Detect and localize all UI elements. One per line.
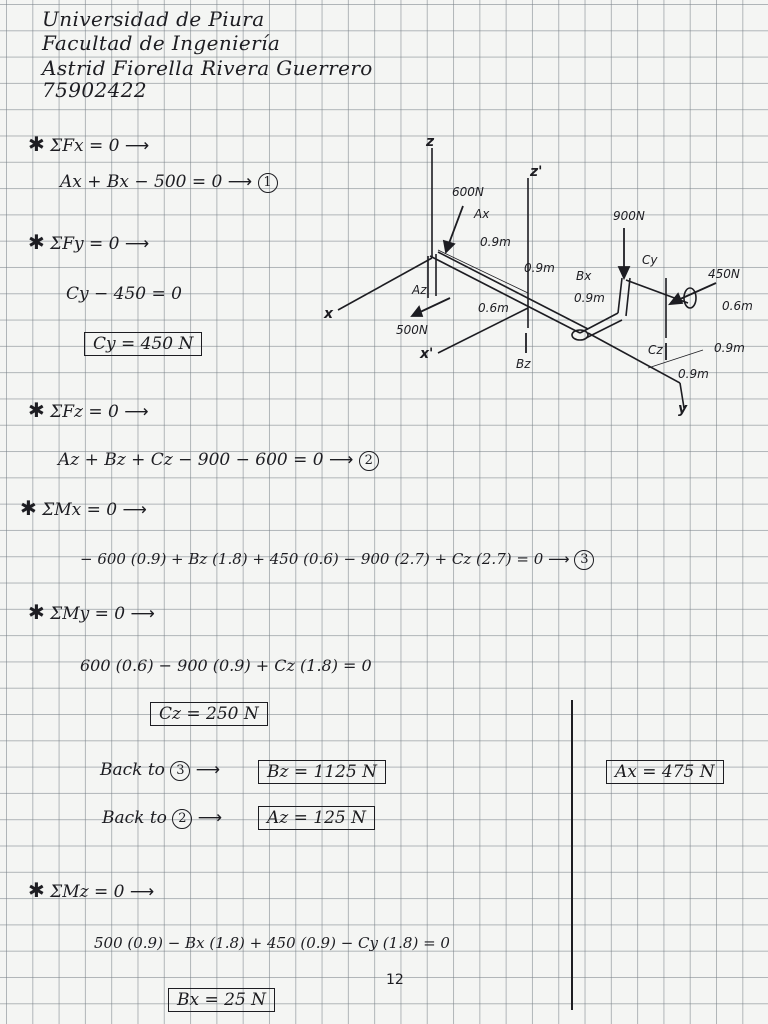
faculty-name: Facultad de Ingeniería [42,31,281,55]
sum-mx-equation [80,550,594,570]
sum-fy-title [28,230,149,254]
label-600n: 600N [452,185,484,199]
label-z: z [426,134,435,150]
pipe-c-vertical-a [618,278,622,313]
ax-result-box: Ax = 475 N [606,760,724,784]
label-az: Az [412,283,427,297]
label-ax: Ax [474,207,490,221]
arrow-right-icon: ⟶ [130,604,155,624]
equation-ref-2: 2 [172,809,192,829]
dim-0-9m-a: 0.9m [480,235,511,249]
sum-fx-eq-text: Ax + Bx − 500 = 0 [60,172,223,192]
sum-fx-equation [60,172,278,193]
author-name: Astrid Fiorella Rivera Guerrero [42,56,373,80]
arrow-right-icon: ⟶ [227,172,253,192]
asterisk-icon: ✱ [20,496,37,520]
asterisk-icon: ✱ [28,600,45,624]
label-cy: Cy [642,253,658,267]
back-to-3-label: Back to [100,760,165,780]
divider-line [571,700,573,1010]
sum-fz-equation [58,450,379,471]
sum-mz-title [28,878,154,902]
label-bx: Bx [576,269,592,283]
sum-mz-label: ΣMz = 0 [50,882,125,902]
sum-fx-label: ΣFx = 0 [50,136,120,156]
back-to-2-label: Back to [102,808,167,828]
force-900n-arrowhead [619,267,629,278]
force-500n-arrowhead [412,307,422,316]
sum-fz-label: ΣFz = 0 [50,402,119,422]
pipe-c-end [684,288,696,308]
label-500n: 500N [396,323,428,337]
sum-mz-equation: 500 (0.9) − Bx (1.8) + 450 (0.9) − Cy (1.8) = 0 [94,934,450,952]
arrow-right-icon: ⟶ [197,808,223,828]
page-number: 12 [386,972,404,988]
label-y: y [678,401,688,417]
force-500n-line [418,298,450,313]
arrow-right-icon: ⟶ [124,402,149,422]
sum-fy-label: ΣFy = 0 [50,234,120,254]
sum-my-equation: 600 (0.6) − 900 (0.9) + Cz (1.8) = 0 [80,656,372,675]
label-x-prime: x' [420,346,434,362]
arrow-right-icon: ⟶ [548,550,570,568]
az-result-box: Az = 125 N [258,806,375,830]
dim-0-6m-a: 0.6m [478,301,509,315]
dim-0-9m-c: 0.9m [574,291,605,305]
sum-fx-title [28,132,149,156]
pipe-main-a [430,256,580,333]
arrow-right-icon: ⟶ [124,234,150,254]
sum-fz-title [28,398,149,422]
sum-mx-eq-text: − 600 (0.9) + Bz (1.8) + 450 (0.6) − 900 (2.7) + Cz (2.7) = 0 [80,550,544,568]
university-name: Universidad de Piura [42,7,265,31]
arrow-right-icon: ⟶ [329,450,354,470]
bz-result-box: Bz = 1125 N [258,760,386,784]
arrow-right-icon: ⟶ [124,136,150,156]
sum-mx-title [20,496,147,520]
dim-0-6m-b: 0.6m [722,299,753,313]
pipe-main-b [438,252,588,329]
arrow-right-icon: ⟶ [195,760,221,780]
cy-result-box: Cy = 450 N [84,332,202,356]
dim-line-a [438,250,528,293]
label-x: x [324,306,334,322]
force-450n-line [678,283,716,300]
asterisk-icon: ✱ [28,132,45,156]
asterisk-icon: ✱ [28,878,45,902]
elbow-joint [572,330,588,340]
sum-fy-equation: Cy − 450 = 0 [66,284,182,304]
dim-0-9m-d: 0.9m [714,341,745,355]
sum-my-title [28,600,155,624]
label-450n: 450N [708,267,740,281]
equation-ref-3: 3 [170,761,190,781]
sum-my-label: ΣMy = 0 [50,604,126,624]
dim-0-9m-b: 0.9m [524,261,555,275]
equation-ref-2: 2 [359,451,379,471]
bx-result-box: Bx = 25 N [168,988,275,1012]
arrow-right-icon: ⟶ [122,500,147,520]
asterisk-icon: ✱ [28,398,45,422]
cz-result-box: Cz = 250 N [150,702,268,726]
label-bz: Bz [516,357,531,371]
sum-mx-label: ΣMx = 0 [42,500,118,520]
label-z-prime: z' [530,164,543,180]
pipe-assembly-diagram [318,128,768,418]
back-to-2 [102,808,222,829]
dim-0-9m-e: 0.9m [678,367,709,381]
force-600n-line [448,206,463,246]
student-id: 75902422 [42,78,147,102]
pipe-c-vertical-b [626,278,630,316]
equation-ref-1: 1 [258,173,278,193]
asterisk-icon: ✱ [28,230,45,254]
force-600n-arrowhead [444,241,454,252]
arrow-right-icon: ⟶ [129,882,155,902]
back-to-3 [100,760,220,781]
sum-fz-eq-text: Az + Bz + Cz − 900 − 600 = 0 [58,450,324,470]
pipe-to-c-a [580,313,618,333]
equation-ref-3: 3 [574,550,594,570]
label-900n: 900N [613,209,645,223]
force-450n-arrowhead [670,294,682,304]
label-cz: Cz [648,343,663,357]
